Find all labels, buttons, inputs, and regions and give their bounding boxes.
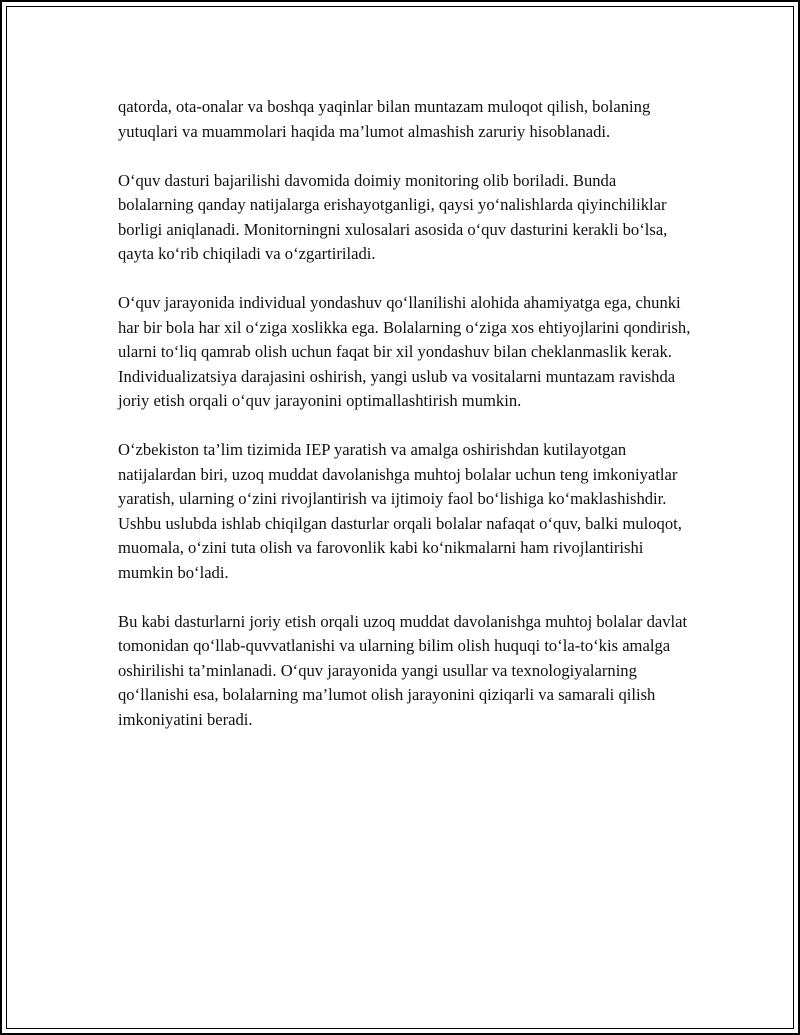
document-body	[118, 95, 693, 757]
paragraph-iep-results: O‘zbekiston ta’lim tizimida IEP yaratish va amalga oshirishdan kutilayotgan natijalardan biri, uzoq muddat davolanishga muhtoj bolalar uchun teng imkoniyatlar yaratish, ularning o‘zini rivojlantirish va ijtimoiy faol bo‘lishiga ko‘maklashishdir. Ushbu uslubda ishlab chiqilgan dasturlar orqali bolalar nafaqat o‘quv, balki muloqot, muomala, o‘zini tuta olish va farovonlik kabi ko‘nikmalarni ham rivojlantirishi mumkin bo‘ladi.	[118, 440, 682, 582]
paragraph-individual-approach: O‘quv jarayonida individual yondashuv qo‘llanilishi alohida ahamiyatga ega, chunki har bir bola har xil o‘ziga xoslikka ega. Bolalarning o‘ziga xos ehtiyojlarini qondirish, ularni to‘liq qamrab olish uchun faqat bir xil yondashuv bilan cheklanmaslik kerak. Individualizatsiya darajasini oshirish, yangi uslub va vositalarni muntazam ravishda joriy etish orqali o‘quv jarayonini optimallashtirish mumkin.	[118, 293, 691, 410]
paragraph-continuation: qatorda, ota-onalar va boshqa yaqinlar bilan muntazam muloqot qilish, bolaning yutuqlari va muammolari haqida ma’lumot almashish zaruriy hisoblanadi.	[118, 97, 651, 141]
paragraph-state-support: Bu kabi dasturlarni joriy etish orqali uzoq muddat davolanishga muhtoj bolalar davlat tomonidan qo‘llab-quvvatlanishi va ularning bilim olish huquqi to‘la-to‘kis amalga oshirilishi ta’minlanadi. O‘quv jarayonida yangi usullar va texnologiyalarning qo‘llanishi esa, bolalarning ma’lumot olish jarayonini qiziqarli va samarali qilish imkoniyatini beradi.	[118, 611, 688, 729]
paragraph-monitoring: O‘quv dasturi bajarilishi davomida doimiy monitoring olib boriladi. Bunda bolalarning qanday natijalarga erishayotganligi, qaysi yo‘nalishlarda qiyinchiliklar borligi aniqlanadi. Monitorningni xulosalari asosida o‘quv dasturini kerakli bo‘lsa, qayta ko‘rib chiqiladi va o‘zgartiriladi.	[118, 170, 668, 263]
